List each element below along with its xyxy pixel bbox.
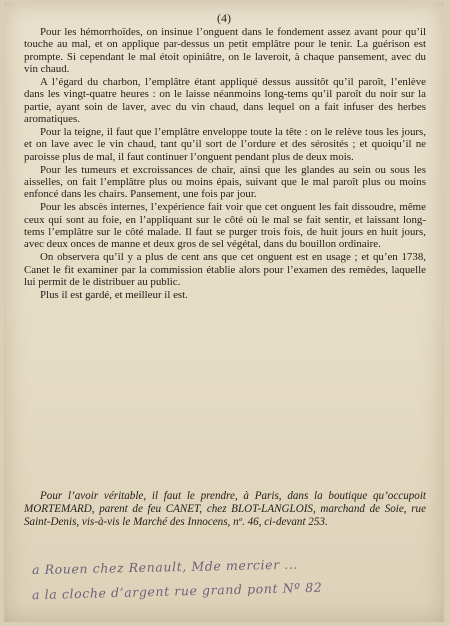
paragraph-teigne: Pour la teigne, il faut que l’emplâtre enveloppe toute la tête : on le relève tous les jours, et on lave avec le vin chaud, tant qu’il sort de l’ordure et des sérosités ; et quoiqu’il ne paroisse plus de mal, il faut continuer l’onguent pendant plus de deux mois. [24, 126, 426, 163]
imprint-notice: Pour l’avoir véritable, il faut le prendre, à Paris, dans la boutique qu’occupoit MORTEMARD, parent de feu CANET, chez BLOT-LANGLOIS, marchand de Soie, rue Saint-Denis, vis-à-vis le Marché des Innocens, nº. 46, ci-devant 253. [24, 490, 426, 528]
handwritten-note-line-2: a la cloche d’argent rue grand pont Nº 82 [31, 579, 323, 603]
paragraph-hemorrhoids: Pour les hémorrhoïdes, on insinue l’onguent dans le fondement assez avant pour qu’il touche au mal, et on applique par-dessus un petit emplâtre pour le tenir. La guérison est prompte. Si cependant le mal étoit opiniâtre, on le laveroit, à chaque pansement, avec du vin chaud. [24, 26, 426, 76]
page-number: (4) [217, 11, 231, 25]
paragraph-tumeurs: Pour les tumeurs et excroissances de chair, ainsi que les glandes au sein ou sous les aisselles, on fait l’emplâtre plus ou moins épais, suivant que le mal paroît plus ou moins enfoncé dans les chairs. Pansement, une fois par jour. [24, 163, 426, 201]
paragraph-abces: Pour les abscès internes, l’expérience fait voir que cet onguent les fait dissoudre, même ceux qui sont au foie, en l’appliquant sur le côté où le mal se fait sentir, et laissant long-tems l’emplâtre sur le côté malade. Il faut se purger trois fois, de huit jours en huit jours, avec deux onces de manne et deux gros de sel végétal, dans du bouillon ordinaire. [24, 201, 426, 251]
document-page [4, 2, 444, 622]
paragraph-garde: Plus il est gardé, et meilleur il est. [40, 288, 188, 301]
handwritten-note-line-1: a Rouen chez Renault, Mde mercier ... [31, 556, 299, 578]
body-text [24, 26, 426, 302]
paragraph-observation: On observera qu’il y a plus de cent ans que cet onguent est en usage ; et qu’en 1738, Canet le fit examiner par la commission établie alors pour l’examen des remèdes, laquelle lui permit de le distribuer au public. [24, 251, 426, 289]
paragraph-charbon: A l’égard du charbon, l’emplâtre étant appliqué dessus aussitôt qu’il paroît, l’enlève dans les vingt-quatre heures : on le laisse néanmoins long-tems qu’il paroît du noir sur la partie, ayant soin de laver, avec du vin chaud, dans lequel on a fait infuser des herbes aromatiques. [24, 76, 426, 126]
